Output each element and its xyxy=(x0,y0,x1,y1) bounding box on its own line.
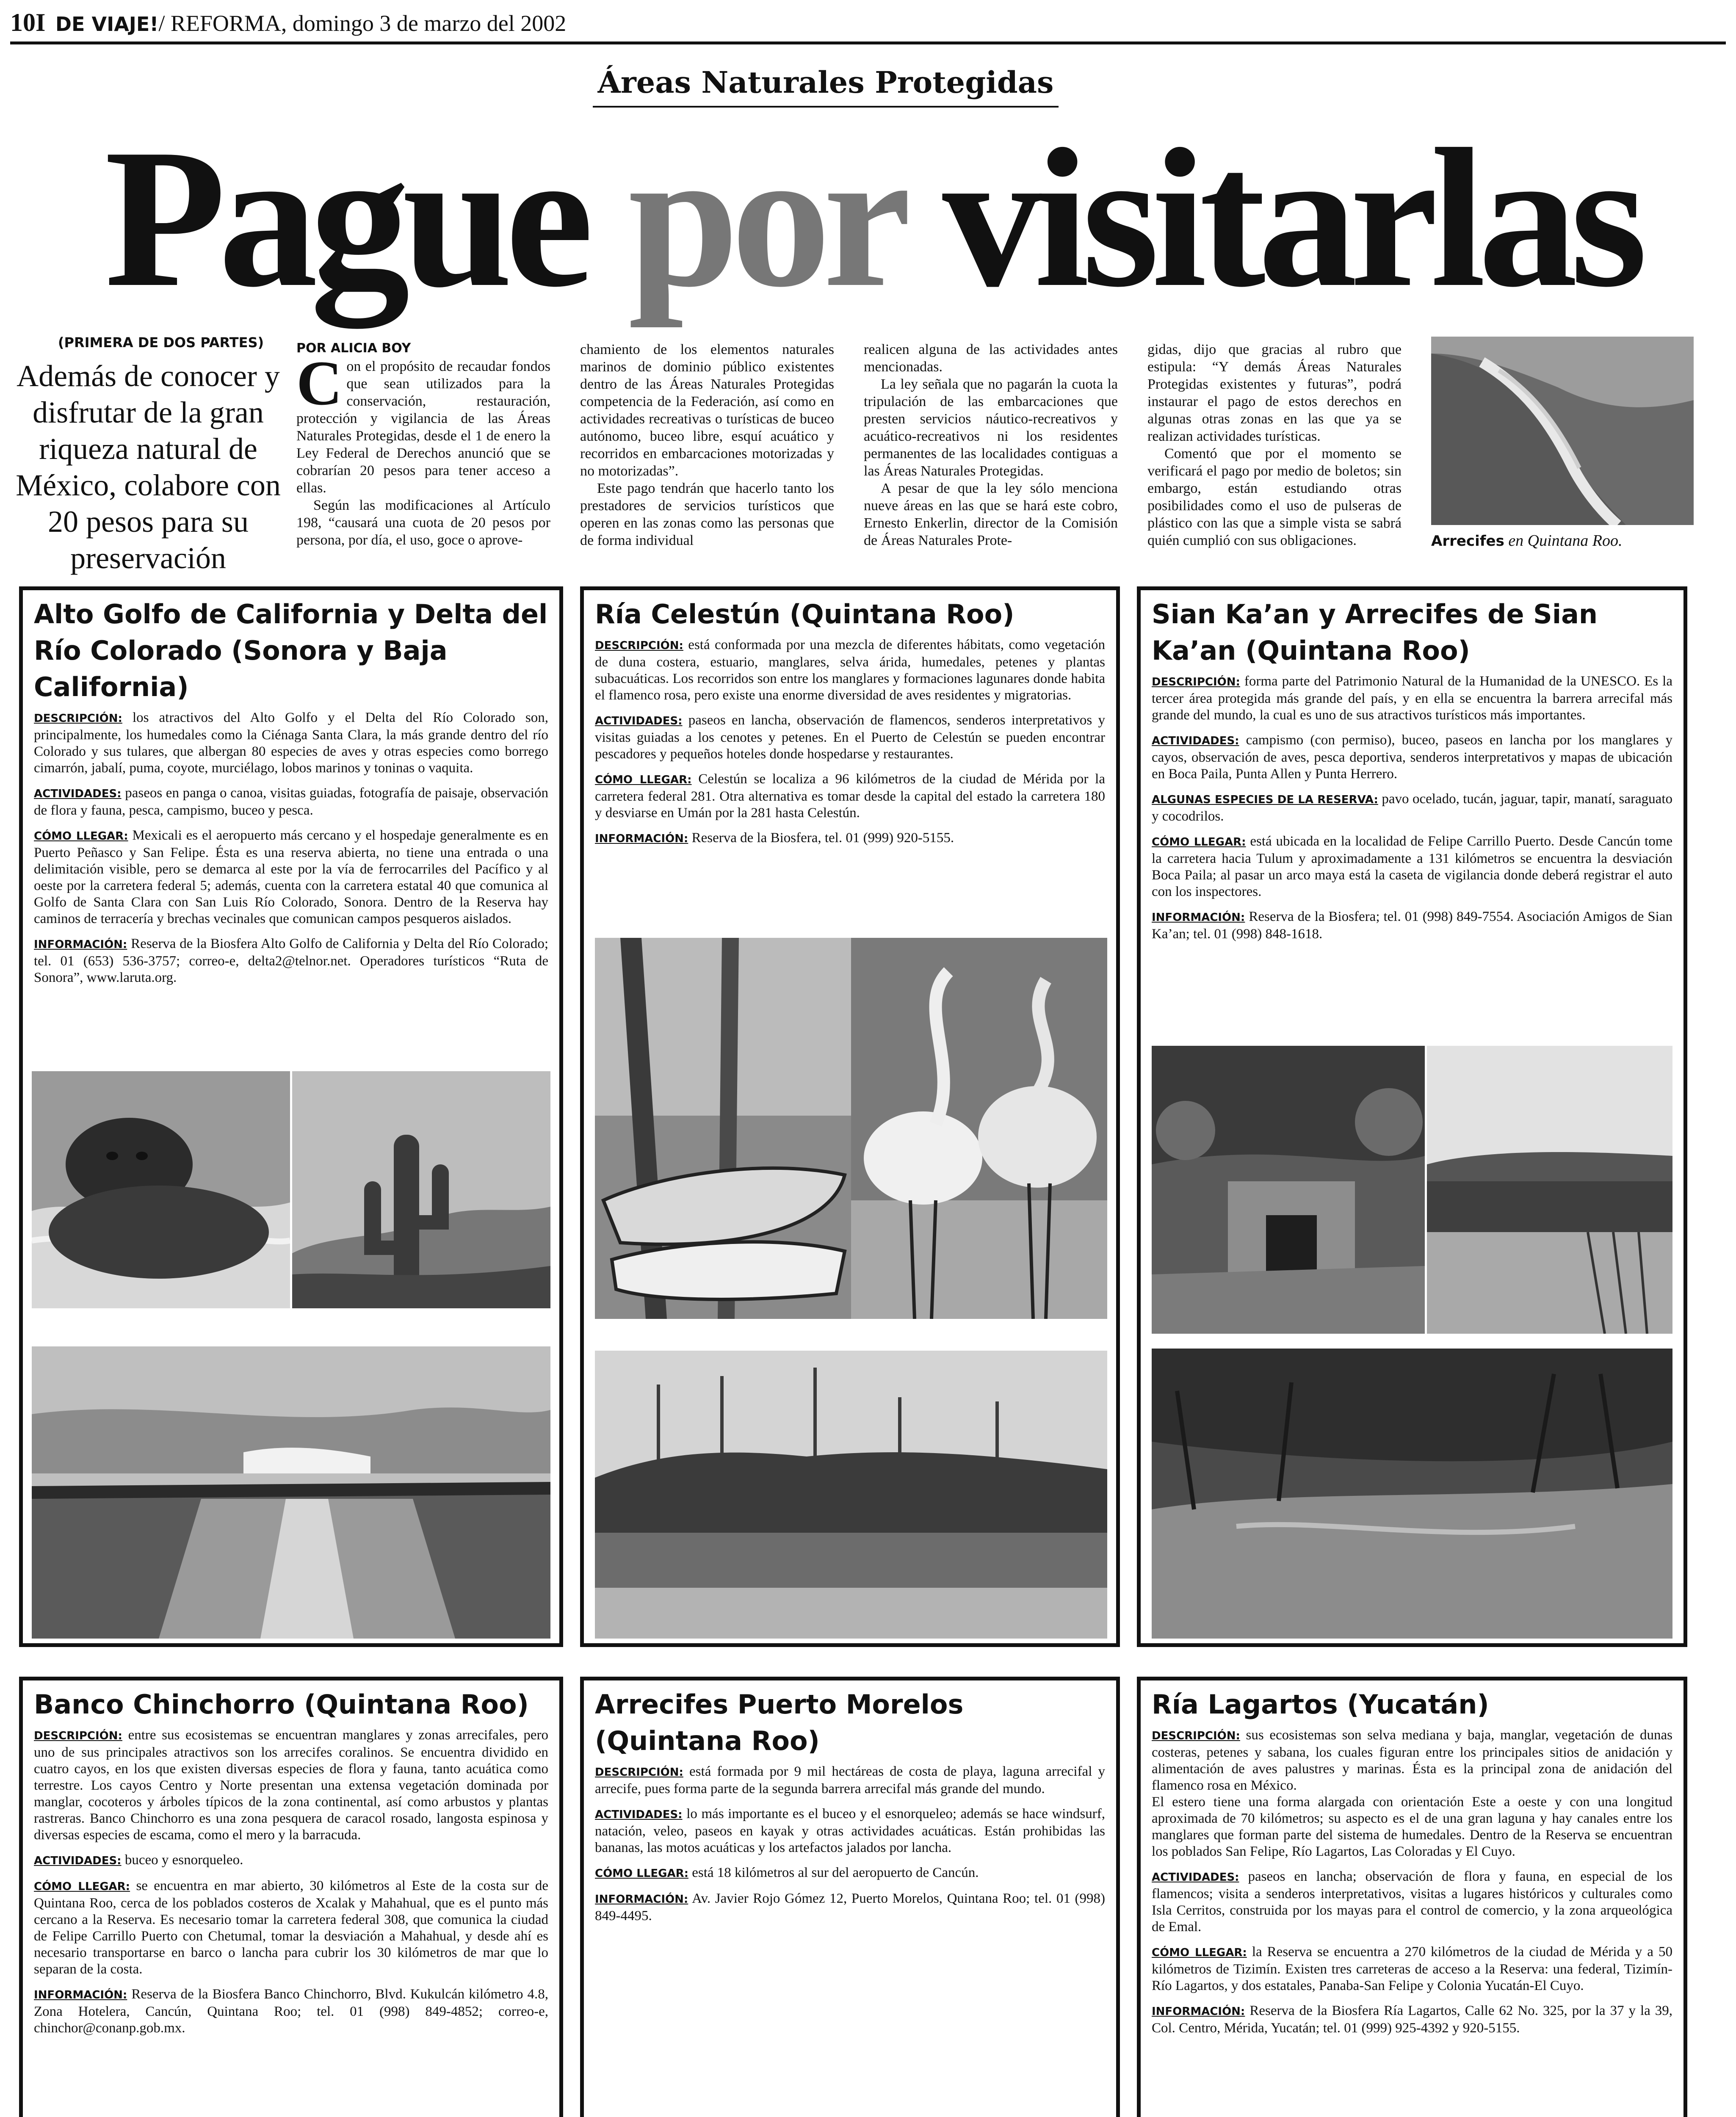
headline-word-2: por xyxy=(628,108,900,328)
caption-italic: en Quintana Roo. xyxy=(1504,532,1623,550)
info-text: Reserva de la Biosfera Banco Chinchorro, Blvd. Kukulcán kilómetro 4.8, Zona Hotelera, Cancún, Quintana Roo; tel. 01 (998) 849-4852; correo-e, chinchor@conanp.gob.mx. xyxy=(34,1987,548,2036)
act-text: paseos en panga o canoa, visitas guiadas, fotografía de paisaje, observación de flora y fauna, pesca, campismo, buceo y pesca. xyxy=(34,785,548,818)
intro-paragraph: Según las modificaciones al Artículo 198, “causará una cuota de 20 pesos por persona, por día, el uso, goce o aprove- xyxy=(296,497,550,548)
label-actividades: ACTIVIDADES: xyxy=(1152,1871,1239,1884)
masthead-date: / REFORMA, domingo 3 de marzo del 2002 xyxy=(158,11,567,36)
intro-paragraph: Este pago tendrán que hacerlo tanto los prestadores de servicios turísticos que operen en las zonas como las personas que de forma individual xyxy=(580,481,834,548)
caption-bold: Arrecifes xyxy=(1431,533,1504,550)
info-text: Reserva de la Biosfera, tel. 01 (999) 920-5155. xyxy=(688,830,954,846)
intro-col-3 xyxy=(864,341,1118,561)
label-como-llegar: CÓMO LLEGAR: xyxy=(595,1867,688,1880)
intro-paragraph: realicen alguna de las actividades antes mencionadas. xyxy=(864,342,1118,375)
mangrove-island-photo xyxy=(595,1351,1107,1639)
intro-paragraph: gidas, dijo que gracias al rubro que estipula: “Y demás Áreas Naturales Protegidas existentes y futuras”, podrá instaurar el pago de estos derechos en algunas otras zonas en las que ya se realizan actividades turísticas. xyxy=(1147,342,1402,444)
ruins-jungle-photo xyxy=(1152,1046,1425,1334)
box-title: Ría Celestún (Quintana Roo) xyxy=(595,599,1015,630)
drop-cap: C xyxy=(296,358,343,418)
label-descripcion: DESCRIPCIÓN: xyxy=(34,1730,122,1742)
label-actividades: ACTIVIDADES: xyxy=(1152,735,1239,747)
label-informacion: INFORMACIÓN: xyxy=(34,1989,127,2001)
label-especies: ALGUNAS ESPECIES DE LA RESERVA: xyxy=(1152,793,1378,806)
box-banco-chinchorro xyxy=(19,1677,563,2117)
especies-text: pavo ocelado, tucán, jaguar, tapir, manatí, saraguato y cocodrilos. xyxy=(1152,791,1672,824)
act-text: paseos en lancha; observación de flora y fauna, en especial de los flamencos; visita a senderos interpretativos, visitas a lugares históricos y culturales como Isla Cerritos, construida por los mayas para el control de comercio, y la zona arqueológica de Emal. xyxy=(1152,1869,1672,1935)
label-informacion: INFORMACIÓN: xyxy=(595,1893,688,1906)
label-actividades: ACTIVIDADES: xyxy=(595,715,683,727)
flamingos-photo xyxy=(851,938,1107,1319)
label-como-llegar: CÓMO LLEGAR: xyxy=(34,1880,130,1893)
photo-caption xyxy=(1431,531,1622,550)
box-title: Arrecifes Puerto Morelos (Quintana Roo) xyxy=(595,1689,964,1756)
desc-text: está formada por 9 mil hectáreas de costa de playa, laguna arrecifal y arrecife, pues forma parte de la segunda barrera arrecifal más grande del mundo. xyxy=(595,1764,1105,1796)
label-informacion: INFORMACIÓN: xyxy=(595,832,688,845)
intro-col-1 xyxy=(296,358,550,561)
label-descripcion: DESCRIPCIÓN: xyxy=(595,1766,683,1779)
label-descripcion: DESCRIPCIÓN: xyxy=(595,639,683,652)
llegar-text: se encuentra en mar abierto, 30 kilómetros al Este de la costa sur de Quintana Roo, cerca de los poblados costeros de Xcalak y Mahahual, que es el punto más cercano a la Reserva. Es necesario tomar la carretera federal 308, que comunica la ciudad de Felipe Carrillo Puerto con Chetumal, tomar la desviación a Mahahual, y desde ahí es necesario transportarse en barco o lancha para cubrir los 30 kilómetros de mar que lo separan de la costa. xyxy=(34,1878,548,1977)
label-actividades: ACTIVIDADES: xyxy=(595,1808,683,1821)
box-puerto-morelos xyxy=(580,1677,1120,2117)
label-descripcion: DESCRIPCIÓN: xyxy=(1152,676,1240,688)
box-title: Banco Chinchorro (Quintana Roo) xyxy=(34,1689,529,1720)
llegar-text: la Reserva se encuentra a 270 kilómetros de la ciudad de Mérida y a 50 kilómetros de Tizimín. Existen tres carreteras de acceso a la Reserva: una federal, Tizimín-Río Lagartos, y dos estatales, Panaba-San Felipe y Colonia Yucatán-El Cuyo. xyxy=(1152,1944,1672,1993)
label-descripcion: DESCRIPCIÓN: xyxy=(1152,1730,1240,1742)
desc-text: sus ecosistemas son selva mediana y baja, manglar, vegetación de dunas costeras, petenes y sabana, los cuales figuran entre los principales sitios de anidación y alimentación de aves palustres y marinas. Ésta es la principal zona de anidación del flamenco rosa en México. xyxy=(1152,1727,1672,1793)
series-label: (PRIMERA DE DOS PARTES) xyxy=(58,334,264,351)
label-como-llegar: CÓMO LLEGAR: xyxy=(1152,836,1246,848)
llegar-text: Mexicali es el aeropuerto más cercano y el hospedaje generalmente es en Puerto Peñasco y San Felipe. Ésta es una reserva abierta, no tiene una entrada o una delimitación visible, pero se demarca al este por la vía de ferrocarriles del Pacífico y al oeste por la carretera federal 5; además, cuenta con la carretera estatal 40 que comunica al Golfo de Santa Clara con San Luis Río Colorado, Sonora. Dentro de la Reserva hay caminos de terracería y brechas vecinales que comunican campos pesqueros aislados. xyxy=(34,828,548,926)
mangrove-channel-photo xyxy=(1152,1349,1672,1639)
reef-aerial-photo xyxy=(1431,337,1694,525)
intro-paragraph: A pesar de que la ley sólo menciona nueve áreas en las que se hará este cobro, Ernesto Enkerlin, director de la Comisión de Áreas Naturales Prote- xyxy=(864,481,1118,548)
label-como-llegar: CÓMO LLEGAR: xyxy=(595,774,692,786)
headline-word-1: Pague xyxy=(104,108,586,328)
dek: Además de conocer y disfrutar de la gran riqueza natural de México, colabore con 20 pesos para su preservación xyxy=(16,359,281,575)
label-informacion: INFORMACIÓN: xyxy=(34,938,127,951)
box-title: Alto Golfo de California y Delta del Río Colorado (Sonora y Baja California) xyxy=(34,599,548,702)
label-informacion: INFORMACIÓN: xyxy=(1152,911,1245,924)
label-como-llegar: CÓMO LLEGAR: xyxy=(1152,1946,1247,1959)
act-text: lo más importante es el buceo y el esnorqueleo; además se hace windsurf, natación, veleo, paseos en kayak y otras actividades acuáticas. Están prohibidas las bananas, las motos acuáticas y los artefactos jalados por lancha. xyxy=(595,1806,1105,1855)
intro-col-2 xyxy=(580,341,834,561)
byline: POR ALICIA BOY xyxy=(296,341,411,356)
desc-text: entre sus ecosistemas se encuentran manglares y zonas arrecifales, pero uno de sus principales atractivos son los arrecifes coralinos. Se encuentra dividido en cuatro cayos, en los que existen diversas especies de flora y fauna, tanto acuática como terrestre. Los cayos Centro y Norte presentan una extensa vegetación dominada por manglar, cocoteros y árboles típicos de la zona continental, así como arbustos y plantas rastreras. Banco Chinchorro es una zona pesquera de caracol rosado, langosta espinosa y diversas especies de escama, como el mero y la barracuda. xyxy=(34,1727,548,1843)
label-actividades: ACTIVIDADES: xyxy=(34,788,122,800)
label-como-llegar: CÓMO LLEGAR: xyxy=(34,830,128,843)
intro-paragraph: Comentó que por el momento se verificará el pago por medio de boletos; sin embargo, están estudiando otras posibilidades como el uso de pulseras de plástico con las que a simple vista se sabrá quién cumplió con sus obligaciones. xyxy=(1147,446,1402,548)
page-masthead xyxy=(10,4,1726,44)
act-text: buceo y esnorqueleo. xyxy=(121,1852,243,1868)
llegar-text: está ubicada en la localidad de Felipe Carrillo Puerto. Desde Cancún tome la carretera hacia Tulum y aproximadamente a 131 kilómetros se encuentra la desviación Boca Paila; al pasar un arco maya está la caseta de vigilancia donde deberá registrar el auto con los inspectores. xyxy=(1152,834,1672,899)
desc-text-2: El estero tiene una forma alargada con orientación Este a oeste y con una longitud aproximada de 70 kilómetros; su aspecto es el de una gran laguna y hay canales entre los manglares que forman parte del sistema de humedales. Dentro de la Reserva se encuentran los poblados San Felipe, Río Lagartos, Las Coloradas y El Cuyo. xyxy=(1152,1794,1672,1859)
headline-word-3: visitarlas xyxy=(942,108,1640,328)
desc-text: forma parte del Patrimonio Natural de la Humanidad de la UNESCO. Es la tercer área protegida más grande del país, y en ella se encuentra la barrera arrecifal más grande del mundo, la cual es uno de sus atractivos turísticos más importantes. xyxy=(1152,674,1672,723)
label-descripcion: DESCRIPCIÓN: xyxy=(34,712,122,725)
info-text: Av. Javier Rojo Gómez 12, Puerto Morelos, Quintana Roo; tel. 01 (998) 849-4495. xyxy=(595,1891,1105,1924)
section-name: DE VIAJE! xyxy=(55,13,159,36)
kicker: Áreas Naturales Protegidas xyxy=(597,65,1054,100)
page-number: 10I xyxy=(10,8,46,36)
sea-lion-photo xyxy=(32,1071,290,1308)
desc-text: está conformada por una mezcla de diferentes hábitats, como vegetación de duna costera, estuario, manglares, selva árida, humedales, petenes y plantas subacuáticas. Los recorridos son entre los manglares y formaciones lagunares donde habita el flamenco rosa, pero existe una enorme diversidad de aves residentes y migratorias. xyxy=(595,637,1105,703)
intro-paragraph: on el propósito de recaudar fondos que sean utilizados para la conservación, restauración, protección y vigilancia de las Áreas Naturales Protegidas, desde el 1 de enero la Ley Federal de Derechos anunció que se cobrarían 20 pesos para tener acceso a ellas. xyxy=(296,359,550,496)
intro-col-4 xyxy=(1147,341,1402,561)
desc-text: los atractivos del Alto Golfo y el Delta del Río Colorado son, principalmente, los humedales como la Ciénaga Santa Clara, la más grande dentro del río Colorado y sus tulares, que albergan 80 especies de aves y otras especies como borrego cimarrón, jabalí, puma, coyote, murciélago, lobos marinos y toninas o vaquita. xyxy=(34,710,548,776)
headline xyxy=(102,108,1643,328)
label-actividades: ACTIVIDADES: xyxy=(34,1854,122,1867)
box-title: Ría Lagartos (Yucatán) xyxy=(1152,1689,1489,1720)
act-text: paseos en lancha, observación de flamencos, senderos interpretativos y visitas guiadas a los cenotes y petenes. En el Puerto de Celestún se pueden encontrar pescadores y pequeños hoteles donde hospedarse y restaurantes. xyxy=(595,713,1105,762)
intro-paragraph: La ley señala que no pagarán la cuota la tripulación de las embarcaciones que presten servicios náutico-recreativos y acuático-recreativos ni los residentes permanentes de las localidades contiguas a las Áreas Naturales Protegidas. xyxy=(864,376,1118,479)
wetland-photo xyxy=(1427,1046,1672,1334)
box-ria-lagartos xyxy=(1137,1677,1687,2117)
cactus-photo xyxy=(292,1071,550,1308)
act-text: campismo (con permiso), buceo, paseos en lancha por los manglares y cayos, observación de aves, pesca deportiva, senderos interpretativos y mapas de ubicación en Boca Paila, Punta Allen y Punta Herrero. xyxy=(1152,732,1672,782)
llegar-text: está 18 kilómetros al sur del aeropuerto de Cancún. xyxy=(688,1865,979,1880)
label-informacion: INFORMACIÓN: xyxy=(1152,2005,1245,2018)
sunset-sea-photo xyxy=(32,1346,550,1639)
llegar-text: Celestún se localiza a 96 kilómetros de la ciudad de Mérida por la carretera federal 281. Otra alternativa es tomar desde la capital del estado la carretera 180 y desviarse en Umán por la 281 hasta Celestún. xyxy=(595,771,1105,821)
info-text: Reserva de la Biosfera Alto Golfo de California y Delta del Río Colorado; tel. 01 (653) 536-3757; correo-e, delta2@telnor.net. Operadores turísticos “Ruta de Sonora”, www.laruta.org. xyxy=(34,936,548,985)
intro-paragraph: chamiento de los elementos naturales marinos de dominio público existentes dentro de las Áreas Naturales Protegidas competencia de la Federación, así como en actividades recreativas o turísticas de buceo autónomo, buceo libre, esquí acuático y recorridos en embarcaciones motorizadas y no motorizadas”. xyxy=(580,342,834,479)
info-text: Reserva de la Biosfera Ría Lagartos, Calle 62 No. 325, por la 37 y la 39, Col. Centro, Mérida, Yucatán; tel. 01 (999) 925-4392 y 920-5155. xyxy=(1152,2003,1672,2036)
boats-photo xyxy=(595,938,851,1319)
info-text: Reserva de la Biosfera; tel. 01 (998) 849-7554. Asociación Amigos de Sian Ka’an; tel. 01 (998) 848-1618. xyxy=(1152,909,1672,942)
box-title: Sian Ka’an y Arrecifes de Sian Ka’an (Quintana Roo) xyxy=(1152,599,1598,666)
